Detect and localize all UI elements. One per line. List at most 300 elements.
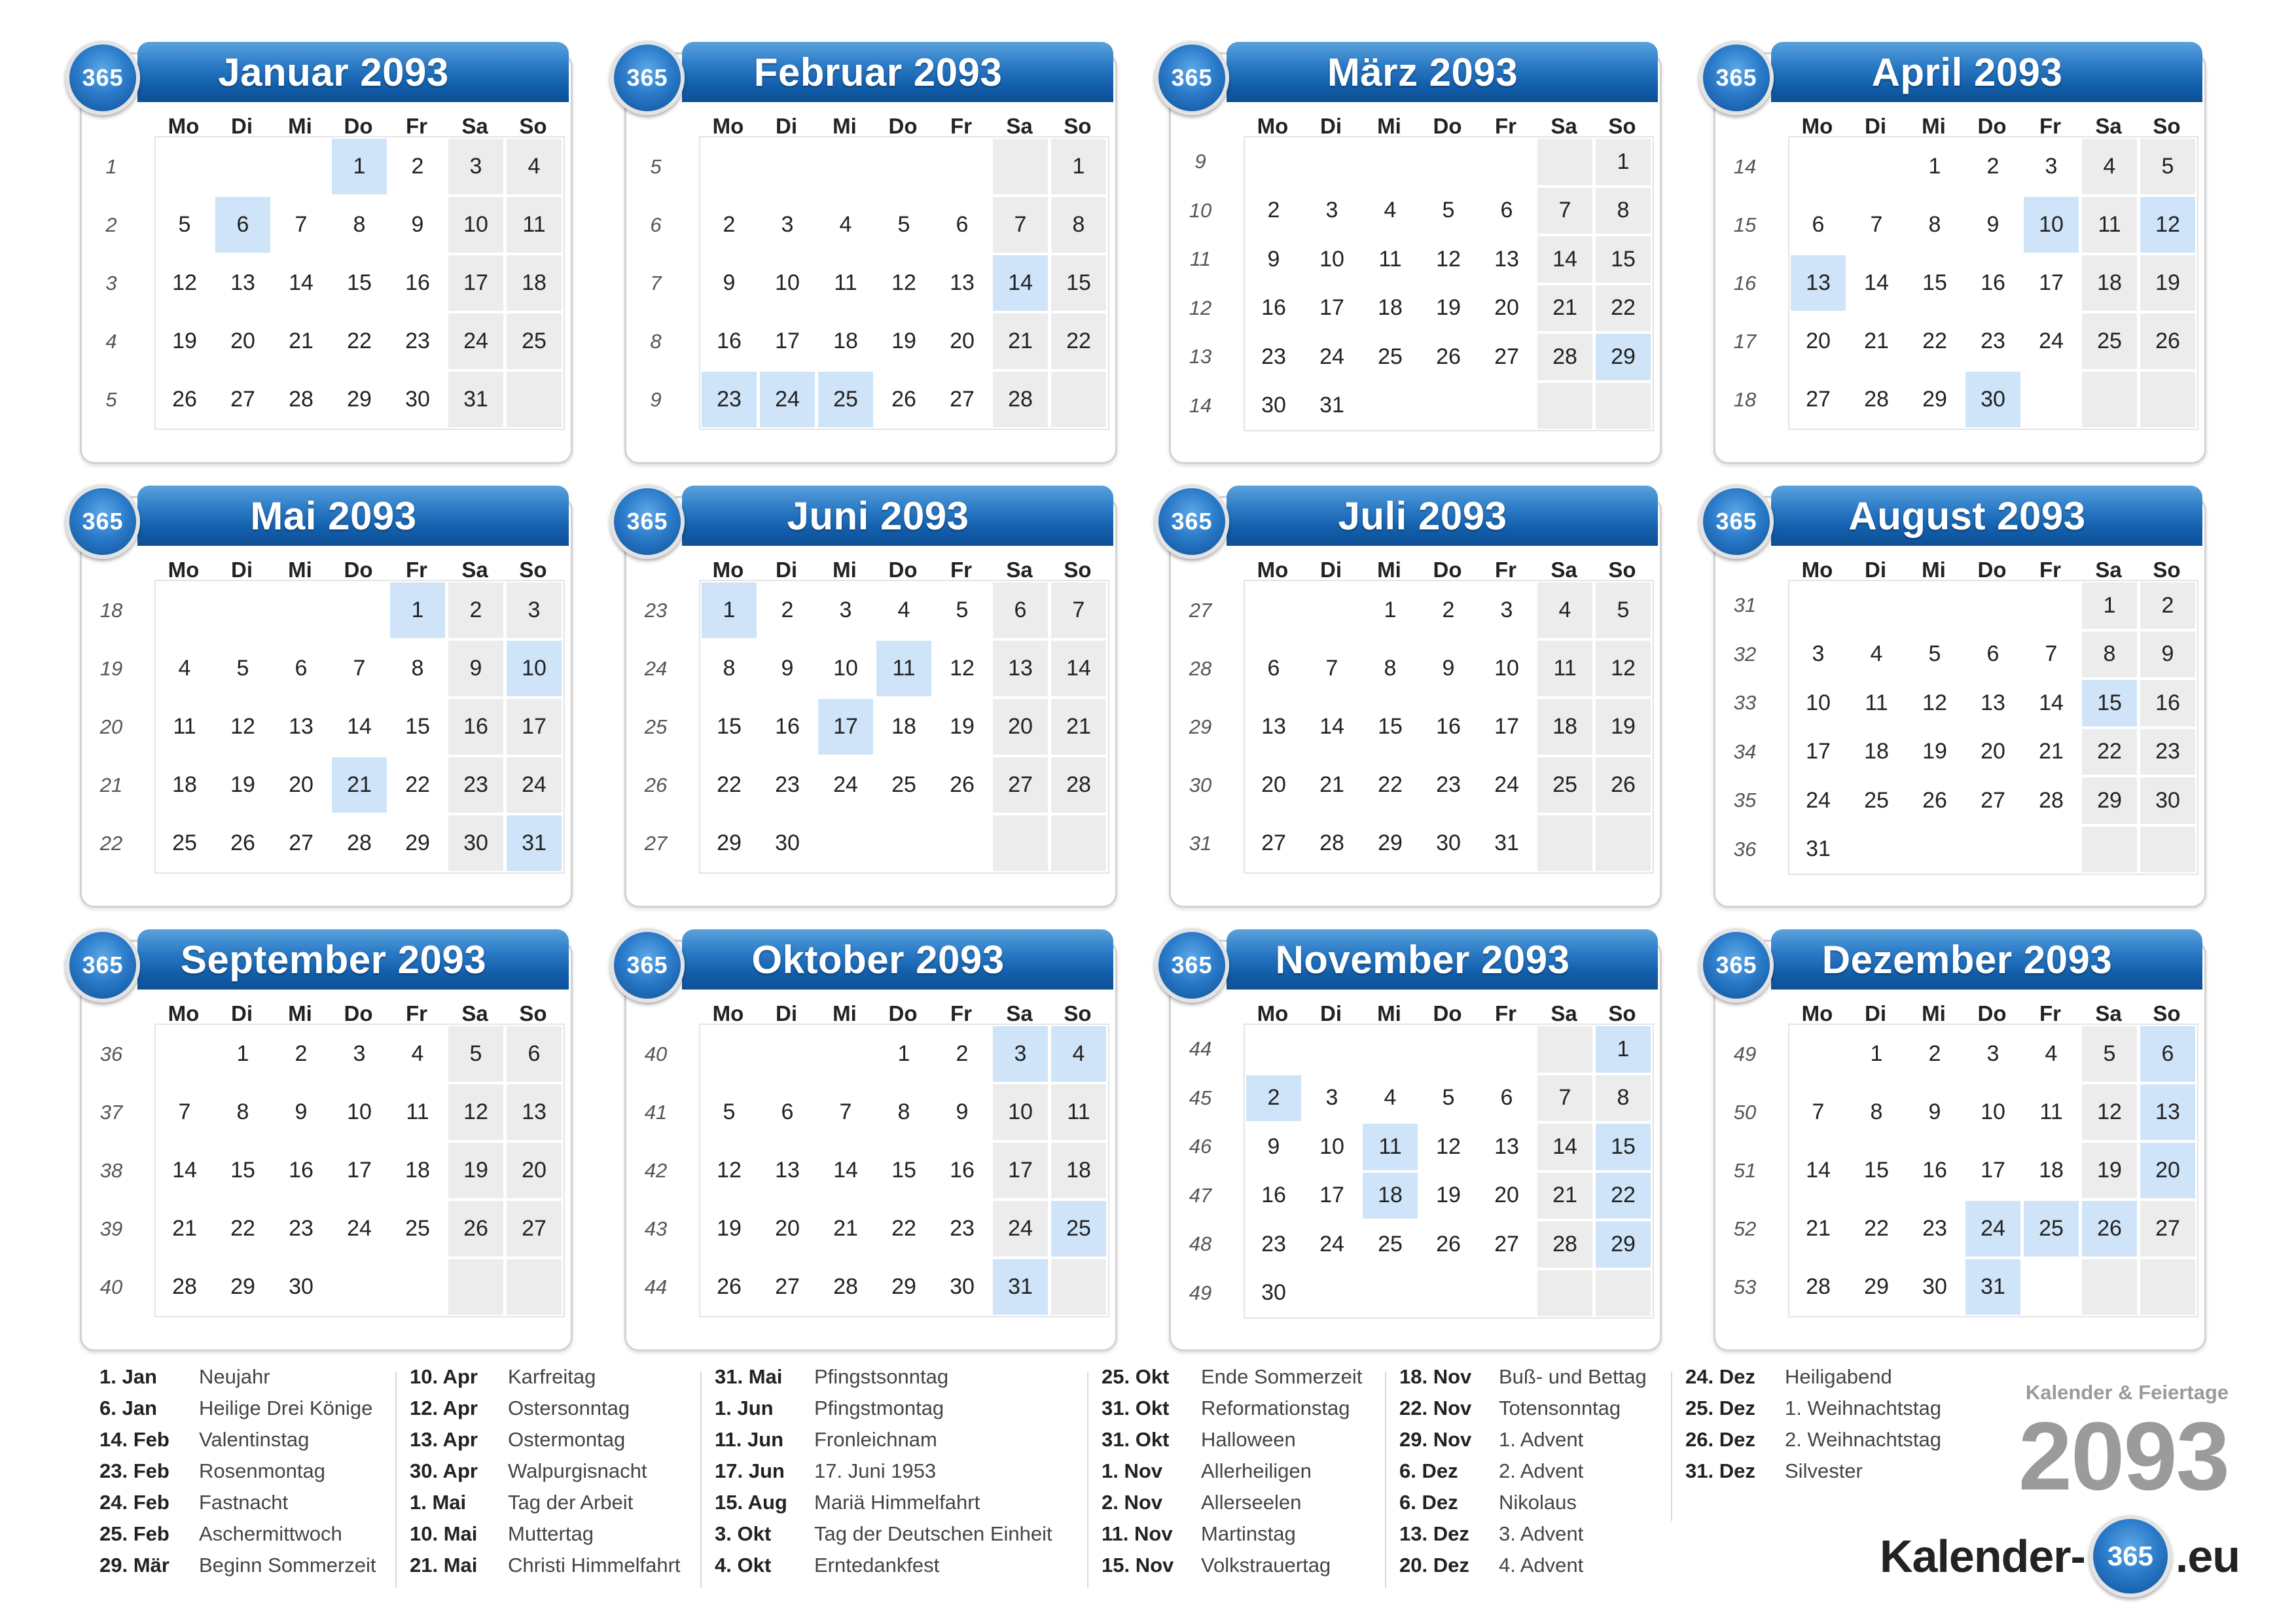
day-cell[interactable]: 29 (2082, 777, 2137, 824)
day-cell[interactable]: 23 (775, 772, 800, 797)
day-cell[interactable]: 13 (230, 270, 255, 295)
day-cell[interactable]: 26 (1922, 787, 1947, 813)
day-cell[interactable]: 12 (1436, 1133, 1461, 1159)
day-cell[interactable]: 1 (2082, 582, 2137, 629)
day-cell[interactable]: 23 (950, 1216, 975, 1241)
day-cell[interactable]: 18 (1537, 699, 1592, 755)
day-cell[interactable]: 18 (1864, 739, 1889, 764)
day-cell[interactable]: 19 (1436, 295, 1461, 321)
day-cell[interactable]: 11 (1051, 1084, 1106, 1140)
day-cell[interactable]: 24 (507, 757, 562, 813)
day-cell[interactable]: 25 (507, 313, 562, 369)
day-cell[interactable]: 6 (215, 197, 270, 253)
day-cell[interactable]: 29 (1378, 830, 1403, 855)
day-cell[interactable]: 18 (1051, 1143, 1106, 1198)
day-cell[interactable]: 5 (1442, 198, 1455, 223)
day-cell[interactable]: 3 (1812, 641, 1825, 667)
day-cell[interactable]: 1 (236, 1041, 249, 1066)
day-cell[interactable]: 4 (2045, 1041, 2058, 1066)
day-cell[interactable]: 27 (507, 1201, 562, 1257)
day-cell[interactable]: 11 (1378, 246, 1402, 272)
day-cell[interactable]: 5 (956, 597, 969, 622)
day-cell[interactable]: 4 (2082, 139, 2137, 194)
day-cell[interactable]: 19 (950, 714, 975, 739)
day-cell[interactable]: 4 (1537, 582, 1592, 638)
day-cell[interactable]: 19 (1596, 699, 1651, 755)
day-cell[interactable]: 5 (2082, 1026, 2137, 1082)
day-cell[interactable]: 23 (1261, 344, 1286, 369)
day-cell[interactable]: 2 (2140, 582, 2195, 629)
day-cell[interactable]: 6 (1500, 198, 1513, 223)
day-cell[interactable]: 12 (2082, 1084, 2137, 1140)
day-cell[interactable]: 21 (1537, 1173, 1592, 1219)
day-cell[interactable]: 15 (2082, 680, 2137, 726)
day-cell[interactable]: 12 (891, 270, 916, 295)
day-cell[interactable]: 27 (993, 757, 1048, 813)
day-cell[interactable]: 29 (1596, 1221, 1651, 1268)
day-cell[interactable]: 9 (1442, 656, 1455, 681)
day-cell[interactable]: 19 (1922, 739, 1947, 764)
day-cell[interactable]: 5 (2140, 139, 2195, 194)
day-cell[interactable]: 26 (230, 830, 255, 855)
day-cell[interactable]: 27 (1494, 1231, 1519, 1257)
day-cell[interactable]: 22 (1051, 313, 1106, 369)
day-cell[interactable]: 16 (405, 270, 430, 295)
day-cell[interactable]: 24 (833, 772, 858, 797)
day-cell[interactable]: 1 (1928, 154, 1941, 179)
day-cell[interactable]: 13 (507, 1084, 562, 1140)
day-cell[interactable]: 21 (172, 1216, 197, 1241)
day-cell[interactable]: 10 (1806, 690, 1831, 715)
day-cell[interactable]: 26 (448, 1201, 503, 1257)
day-cell[interactable]: 4 (411, 1041, 424, 1066)
day-cell[interactable]: 9 (411, 212, 424, 237)
day-cell[interactable]: 27 (1806, 387, 1831, 412)
day-cell[interactable]: 3 (839, 597, 852, 622)
day-cell[interactable]: 14 (1319, 714, 1344, 739)
day-cell[interactable]: 14 (993, 255, 1048, 311)
day-cell[interactable]: 26 (1436, 1231, 1461, 1257)
day-cell[interactable]: 27 (1981, 787, 2005, 813)
day-cell[interactable]: 28 (1537, 1221, 1592, 1268)
day-cell[interactable]: 23 (2140, 729, 2195, 776)
day-cell[interactable]: 2 (411, 154, 424, 179)
day-cell[interactable]: 11 (173, 714, 196, 739)
day-cell[interactable]: 7 (1870, 212, 1883, 237)
day-cell[interactable]: 9 (723, 270, 736, 295)
day-cell[interactable]: 19 (717, 1216, 742, 1241)
day-cell[interactable]: 7 (1051, 582, 1106, 638)
day-cell[interactable]: 16 (448, 699, 503, 755)
day-cell[interactable]: 3 (353, 1041, 366, 1066)
day-cell[interactable]: 14 (1864, 270, 1889, 295)
day-cell[interactable]: 29 (891, 1274, 916, 1299)
day-cell[interactable]: 11 (2082, 197, 2137, 253)
day-cell[interactable]: 2 (1986, 154, 2000, 179)
day-cell[interactable]: 8 (1928, 212, 1941, 237)
day-cell[interactable]: 13 (1494, 246, 1519, 272)
day-cell[interactable]: 22 (1596, 285, 1651, 332)
day-cell[interactable]: 9 (448, 641, 503, 696)
day-cell[interactable]: 18 (833, 329, 858, 353)
kalender-365-logo[interactable] (1880, 1517, 2240, 1596)
day-cell[interactable]: 12 (1436, 246, 1461, 272)
day-cell[interactable]: 13 (2140, 1084, 2195, 1140)
day-cell[interactable]: 2 (1928, 1041, 1941, 1066)
day-cell[interactable]: 17 (347, 1158, 372, 1183)
day-cell[interactable]: 12 (2140, 197, 2195, 253)
day-cell[interactable]: 3 (993, 1026, 1048, 1082)
day-cell[interactable]: 7 (295, 212, 308, 237)
day-cell[interactable]: 22 (230, 1216, 255, 1241)
day-cell[interactable]: 6 (1812, 212, 1825, 237)
day-cell[interactable]: 28 (993, 372, 1048, 427)
day-cell[interactable]: 29 (717, 830, 742, 855)
day-cell[interactable]: 7 (1537, 188, 1592, 234)
day-cell[interactable]: 4 (178, 656, 191, 681)
day-cell[interactable]: 29 (347, 387, 372, 412)
day-cell[interactable]: 16 (775, 714, 800, 739)
day-cell[interactable]: 16 (289, 1158, 314, 1183)
day-cell[interactable]: 2 (1442, 597, 1455, 622)
day-cell[interactable]: 31 (507, 815, 562, 871)
day-cell[interactable]: 30 (405, 387, 430, 412)
day-cell[interactable]: 13 (1791, 255, 1846, 311)
day-cell[interactable]: 23 (1981, 329, 2005, 353)
day-cell[interactable]: 27 (950, 387, 975, 412)
day-cell[interactable]: 20 (289, 772, 314, 797)
day-cell[interactable]: 22 (1596, 1173, 1651, 1219)
day-cell[interactable]: 15 (1051, 255, 1106, 311)
day-cell[interactable]: 9 (956, 1099, 969, 1124)
day-cell[interactable]: 12 (230, 714, 255, 739)
day-cell[interactable]: 19 (230, 772, 255, 797)
day-cell[interactable]: 7 (1537, 1075, 1592, 1122)
day-cell[interactable]: 11 (507, 197, 562, 253)
day-cell[interactable]: 19 (2140, 255, 2195, 311)
day-cell[interactable]: 27 (230, 387, 255, 412)
day-cell[interactable]: 17 (448, 255, 503, 311)
day-cell[interactable]: 28 (172, 1274, 197, 1299)
day-cell[interactable]: 30 (289, 1274, 314, 1299)
day-cell[interactable]: 13 (993, 641, 1048, 696)
day-cell[interactable]: 10 (775, 270, 800, 295)
day-cell[interactable]: 18 (891, 714, 916, 739)
day-cell[interactable]: 15 (717, 714, 742, 739)
day-cell[interactable]: 15 (1596, 1124, 1651, 1170)
day-cell[interactable]: 29 (1864, 1274, 1889, 1299)
day-cell[interactable]: 29 (405, 830, 430, 855)
day-cell[interactable]: 8 (411, 656, 424, 681)
day-cell[interactable]: 10 (448, 197, 503, 253)
day-cell[interactable]: 1 (1596, 139, 1651, 185)
day-cell[interactable]: 10 (1981, 1099, 2005, 1124)
day-cell[interactable]: 15 (891, 1158, 916, 1183)
day-cell[interactable]: 24 (993, 1201, 1048, 1257)
day-cell[interactable]: 13 (1261, 714, 1286, 739)
day-cell[interactable]: 10 (347, 1099, 372, 1124)
day-cell[interactable]: 23 (448, 757, 503, 813)
day-cell[interactable]: 11 (2039, 1099, 2063, 1124)
day-cell[interactable]: 13 (950, 270, 975, 295)
day-cell[interactable]: 6 (781, 1099, 794, 1124)
day-cell[interactable]: 21 (993, 313, 1048, 369)
day-cell[interactable]: 28 (1537, 334, 1592, 380)
day-cell[interactable]: 25 (1378, 344, 1403, 369)
day-cell[interactable]: 2 (723, 212, 736, 237)
day-cell[interactable]: 28 (1864, 387, 1889, 412)
day-cell[interactable]: 22 (2082, 729, 2137, 776)
day-cell[interactable]: 19 (891, 329, 916, 353)
day-cell[interactable]: 21 (1806, 1216, 1831, 1241)
day-cell[interactable]: 24 (1494, 772, 1519, 797)
day-cell[interactable]: 9 (781, 656, 794, 681)
day-cell[interactable]: 17 (507, 699, 562, 755)
day-cell[interactable]: 5 (723, 1099, 736, 1124)
day-cell[interactable]: 2 (1267, 198, 1280, 223)
day-cell[interactable]: 10 (993, 1084, 1048, 1140)
day-cell[interactable]: 14 (2039, 690, 2064, 715)
day-cell[interactable]: 5 (448, 1026, 503, 1082)
day-cell[interactable]: 28 (2039, 787, 2064, 813)
day-cell[interactable]: 14 (1537, 236, 1592, 283)
day-cell[interactable]: 11 (1865, 690, 1888, 715)
day-cell[interactable]: 17 (1981, 1158, 2005, 1183)
day-cell[interactable]: 12 (1596, 641, 1651, 696)
day-cell[interactable]: 17 (1319, 295, 1344, 321)
day-cell[interactable]: 16 (2140, 680, 2195, 726)
day-cell[interactable]: 29 (230, 1274, 255, 1299)
day-cell[interactable]: 5 (236, 656, 249, 681)
day-cell[interactable]: 29 (1596, 334, 1651, 380)
day-cell[interactable]: 3 (1325, 198, 1338, 223)
day-cell[interactable]: 3 (1325, 1085, 1338, 1111)
day-cell[interactable]: 7 (1812, 1099, 1825, 1124)
day-cell[interactable]: 3 (781, 212, 794, 237)
day-cell[interactable]: 20 (507, 1143, 562, 1198)
day-cell[interactable]: 28 (1319, 830, 1344, 855)
day-cell[interactable]: 16 (1922, 1158, 1947, 1183)
day-cell[interactable]: 15 (230, 1158, 255, 1183)
day-cell[interactable]: 8 (1051, 197, 1106, 253)
day-cell[interactable]: 7 (839, 1099, 852, 1124)
day-cell[interactable]: 23 (1922, 1216, 1947, 1241)
day-cell[interactable]: 7 (993, 197, 1048, 253)
day-cell[interactable]: 28 (289, 387, 314, 412)
day-cell[interactable]: 10 (833, 656, 858, 681)
day-cell[interactable]: 22 (405, 772, 430, 797)
day-cell[interactable]: 1 (1596, 1026, 1651, 1073)
day-cell[interactable]: 20 (1494, 1183, 1519, 1208)
day-cell[interactable]: 6 (956, 212, 969, 237)
day-cell[interactable]: 14 (1806, 1158, 1831, 1183)
day-cell[interactable]: 23 (1436, 772, 1461, 797)
day-cell[interactable]: 30 (2140, 777, 2195, 824)
day-cell[interactable]: 2 (956, 1041, 969, 1066)
day-cell[interactable]: 14 (347, 714, 372, 739)
day-cell[interactable]: 25 (405, 1216, 430, 1241)
day-cell[interactable]: 17 (1319, 1183, 1344, 1208)
day-cell[interactable]: 3 (507, 582, 562, 638)
day-cell[interactable]: 6 (2140, 1026, 2195, 1082)
day-cell[interactable]: 13 (775, 1158, 800, 1183)
day-cell[interactable]: 25 (1051, 1201, 1106, 1257)
day-cell[interactable]: 14 (833, 1158, 858, 1183)
day-cell[interactable]: 8 (236, 1099, 249, 1124)
day-cell[interactable]: 15 (1378, 714, 1403, 739)
day-cell[interactable]: 12 (950, 656, 975, 681)
day-cell[interactable]: 20 (1981, 739, 2005, 764)
day-cell[interactable]: 22 (347, 329, 372, 353)
day-cell[interactable]: 21 (332, 757, 387, 813)
day-cell[interactable]: 14 (289, 270, 314, 295)
day-cell[interactable]: 11 (834, 270, 857, 295)
day-cell[interactable]: 28 (1051, 757, 1106, 813)
day-cell[interactable]: 18 (1378, 295, 1403, 321)
day-cell[interactable]: 18 (172, 772, 197, 797)
day-cell[interactable]: 3 (448, 139, 503, 194)
day-cell[interactable]: 18 (405, 1158, 430, 1183)
day-cell[interactable]: 22 (1864, 1216, 1889, 1241)
day-cell[interactable]: 16 (1981, 270, 2005, 295)
day-cell[interactable]: 25 (2082, 313, 2137, 369)
day-cell[interactable]: 3 (1500, 597, 1513, 622)
day-cell[interactable]: 14 (172, 1158, 197, 1183)
day-cell[interactable]: 1 (1051, 139, 1106, 194)
day-cell[interactable]: 21 (1319, 772, 1344, 797)
day-cell[interactable]: 15 (1922, 270, 1947, 295)
day-cell[interactable]: 26 (1596, 757, 1651, 813)
day-cell[interactable]: 4 (897, 597, 910, 622)
day-cell[interactable]: 19 (448, 1143, 503, 1198)
day-cell[interactable]: 26 (1436, 344, 1461, 369)
day-cell[interactable]: 6 (1500, 1085, 1513, 1111)
day-cell[interactable]: 19 (2082, 1143, 2137, 1198)
day-cell[interactable]: 30 (950, 1274, 975, 1299)
day-cell[interactable]: 8 (2082, 632, 2137, 678)
day-cell[interactable]: 4 (1870, 641, 1883, 667)
day-cell[interactable]: 15 (405, 714, 430, 739)
day-cell[interactable]: 12 (172, 270, 197, 295)
day-cell[interactable]: 30 (1261, 1280, 1286, 1306)
day-cell[interactable]: 24 (760, 372, 815, 427)
day-cell[interactable]: 27 (1261, 830, 1286, 855)
day-cell[interactable]: 20 (230, 329, 255, 353)
day-cell[interactable]: 24 (1965, 1201, 2020, 1257)
day-cell[interactable]: 31 (1494, 830, 1519, 855)
day-cell[interactable]: 9 (2140, 632, 2195, 678)
day-cell[interactable]: 7 (353, 656, 366, 681)
day-cell[interactable]: 30 (1965, 372, 2020, 427)
day-cell[interactable]: 1 (1384, 597, 1397, 622)
day-cell[interactable]: 29 (1922, 387, 1947, 412)
day-cell[interactable]: 31 (1965, 1259, 2020, 1315)
day-cell[interactable]: 17 (1806, 739, 1831, 764)
day-cell[interactable]: 1 (1870, 1041, 1883, 1066)
day-cell[interactable]: 9 (295, 1099, 308, 1124)
day-cell[interactable]: 20 (993, 699, 1048, 755)
day-cell[interactable]: 31 (448, 372, 503, 427)
day-cell[interactable]: 18 (2082, 255, 2137, 311)
day-cell[interactable]: 19 (1436, 1183, 1461, 1208)
day-cell[interactable]: 13 (1981, 690, 2005, 715)
day-cell[interactable]: 7 (178, 1099, 191, 1124)
day-cell[interactable]: 30 (448, 815, 503, 871)
day-cell[interactable]: 10 (1494, 656, 1519, 681)
day-cell[interactable]: 27 (775, 1274, 800, 1299)
day-cell[interactable]: 2 (295, 1041, 308, 1066)
day-cell[interactable]: 11 (876, 641, 931, 696)
day-cell[interactable]: 21 (289, 329, 314, 353)
day-cell[interactable]: 18 (2039, 1158, 2064, 1183)
day-cell[interactable]: 24 (1319, 1231, 1344, 1257)
day-cell[interactable]: 26 (172, 387, 197, 412)
day-cell[interactable]: 24 (2039, 329, 2064, 353)
day-cell[interactable]: 26 (891, 387, 916, 412)
day-cell[interactable]: 4 (507, 139, 562, 194)
day-cell[interactable]: 27 (1494, 344, 1519, 369)
day-cell[interactable]: 9 (1267, 246, 1280, 272)
day-cell[interactable]: 11 (406, 1099, 429, 1124)
day-cell[interactable]: 22 (717, 772, 742, 797)
day-cell[interactable]: 13 (289, 714, 314, 739)
day-cell[interactable]: 6 (993, 582, 1048, 638)
day-cell[interactable]: 9 (1267, 1133, 1280, 1159)
day-cell[interactable]: 11 (1537, 641, 1592, 696)
day-cell[interactable]: 1 (702, 582, 757, 638)
day-cell[interactable]: 25 (1864, 787, 1889, 813)
day-cell[interactable]: 5 (897, 212, 910, 237)
day-cell[interactable]: 21 (1864, 329, 1889, 353)
day-cell[interactable]: 19 (172, 329, 197, 353)
day-cell[interactable]: 10 (1319, 246, 1344, 272)
day-cell[interactable]: 6 (1986, 641, 2000, 667)
day-cell[interactable]: 4 (1384, 1085, 1397, 1111)
day-cell[interactable]: 17 (1494, 714, 1519, 739)
day-cell[interactable]: 31 (993, 1259, 1048, 1315)
day-cell[interactable]: 8 (723, 656, 736, 681)
day-cell[interactable]: 2 (448, 582, 503, 638)
day-cell[interactable]: 27 (289, 830, 314, 855)
day-cell[interactable]: 12 (1922, 690, 1947, 715)
day-cell[interactable]: 16 (1261, 295, 1286, 321)
day-cell[interactable]: 21 (2039, 739, 2064, 764)
day-cell[interactable]: 22 (1922, 329, 1947, 353)
day-cell[interactable]: 30 (1261, 393, 1286, 418)
day-cell[interactable]: 28 (833, 1274, 858, 1299)
day-cell[interactable]: 15 (1864, 1158, 1889, 1183)
day-cell[interactable]: 22 (1378, 772, 1403, 797)
day-cell[interactable]: 7 (2045, 641, 2058, 667)
day-cell[interactable]: 22 (891, 1216, 916, 1241)
day-cell[interactable]: 7 (1325, 656, 1338, 681)
day-cell[interactable]: 26 (2140, 313, 2195, 369)
day-cell[interactable]: 1 (332, 139, 387, 194)
day-cell[interactable]: 20 (1261, 772, 1286, 797)
day-cell[interactable]: 4 (1384, 198, 1397, 223)
day-cell[interactable]: 16 (1261, 1183, 1286, 1208)
day-cell[interactable]: 28 (1806, 1274, 1831, 1299)
day-cell[interactable]: 17 (993, 1143, 1048, 1198)
day-cell[interactable]: 16 (1436, 714, 1461, 739)
day-cell[interactable]: 26 (950, 772, 975, 797)
day-cell[interactable]: 31 (1319, 393, 1344, 418)
day-cell[interactable]: 27 (2140, 1201, 2195, 1257)
day-cell[interactable]: 12 (717, 1158, 742, 1183)
day-cell[interactable]: 15 (347, 270, 372, 295)
day-cell[interactable]: 8 (1596, 1075, 1651, 1122)
day-cell[interactable]: 8 (897, 1099, 910, 1124)
